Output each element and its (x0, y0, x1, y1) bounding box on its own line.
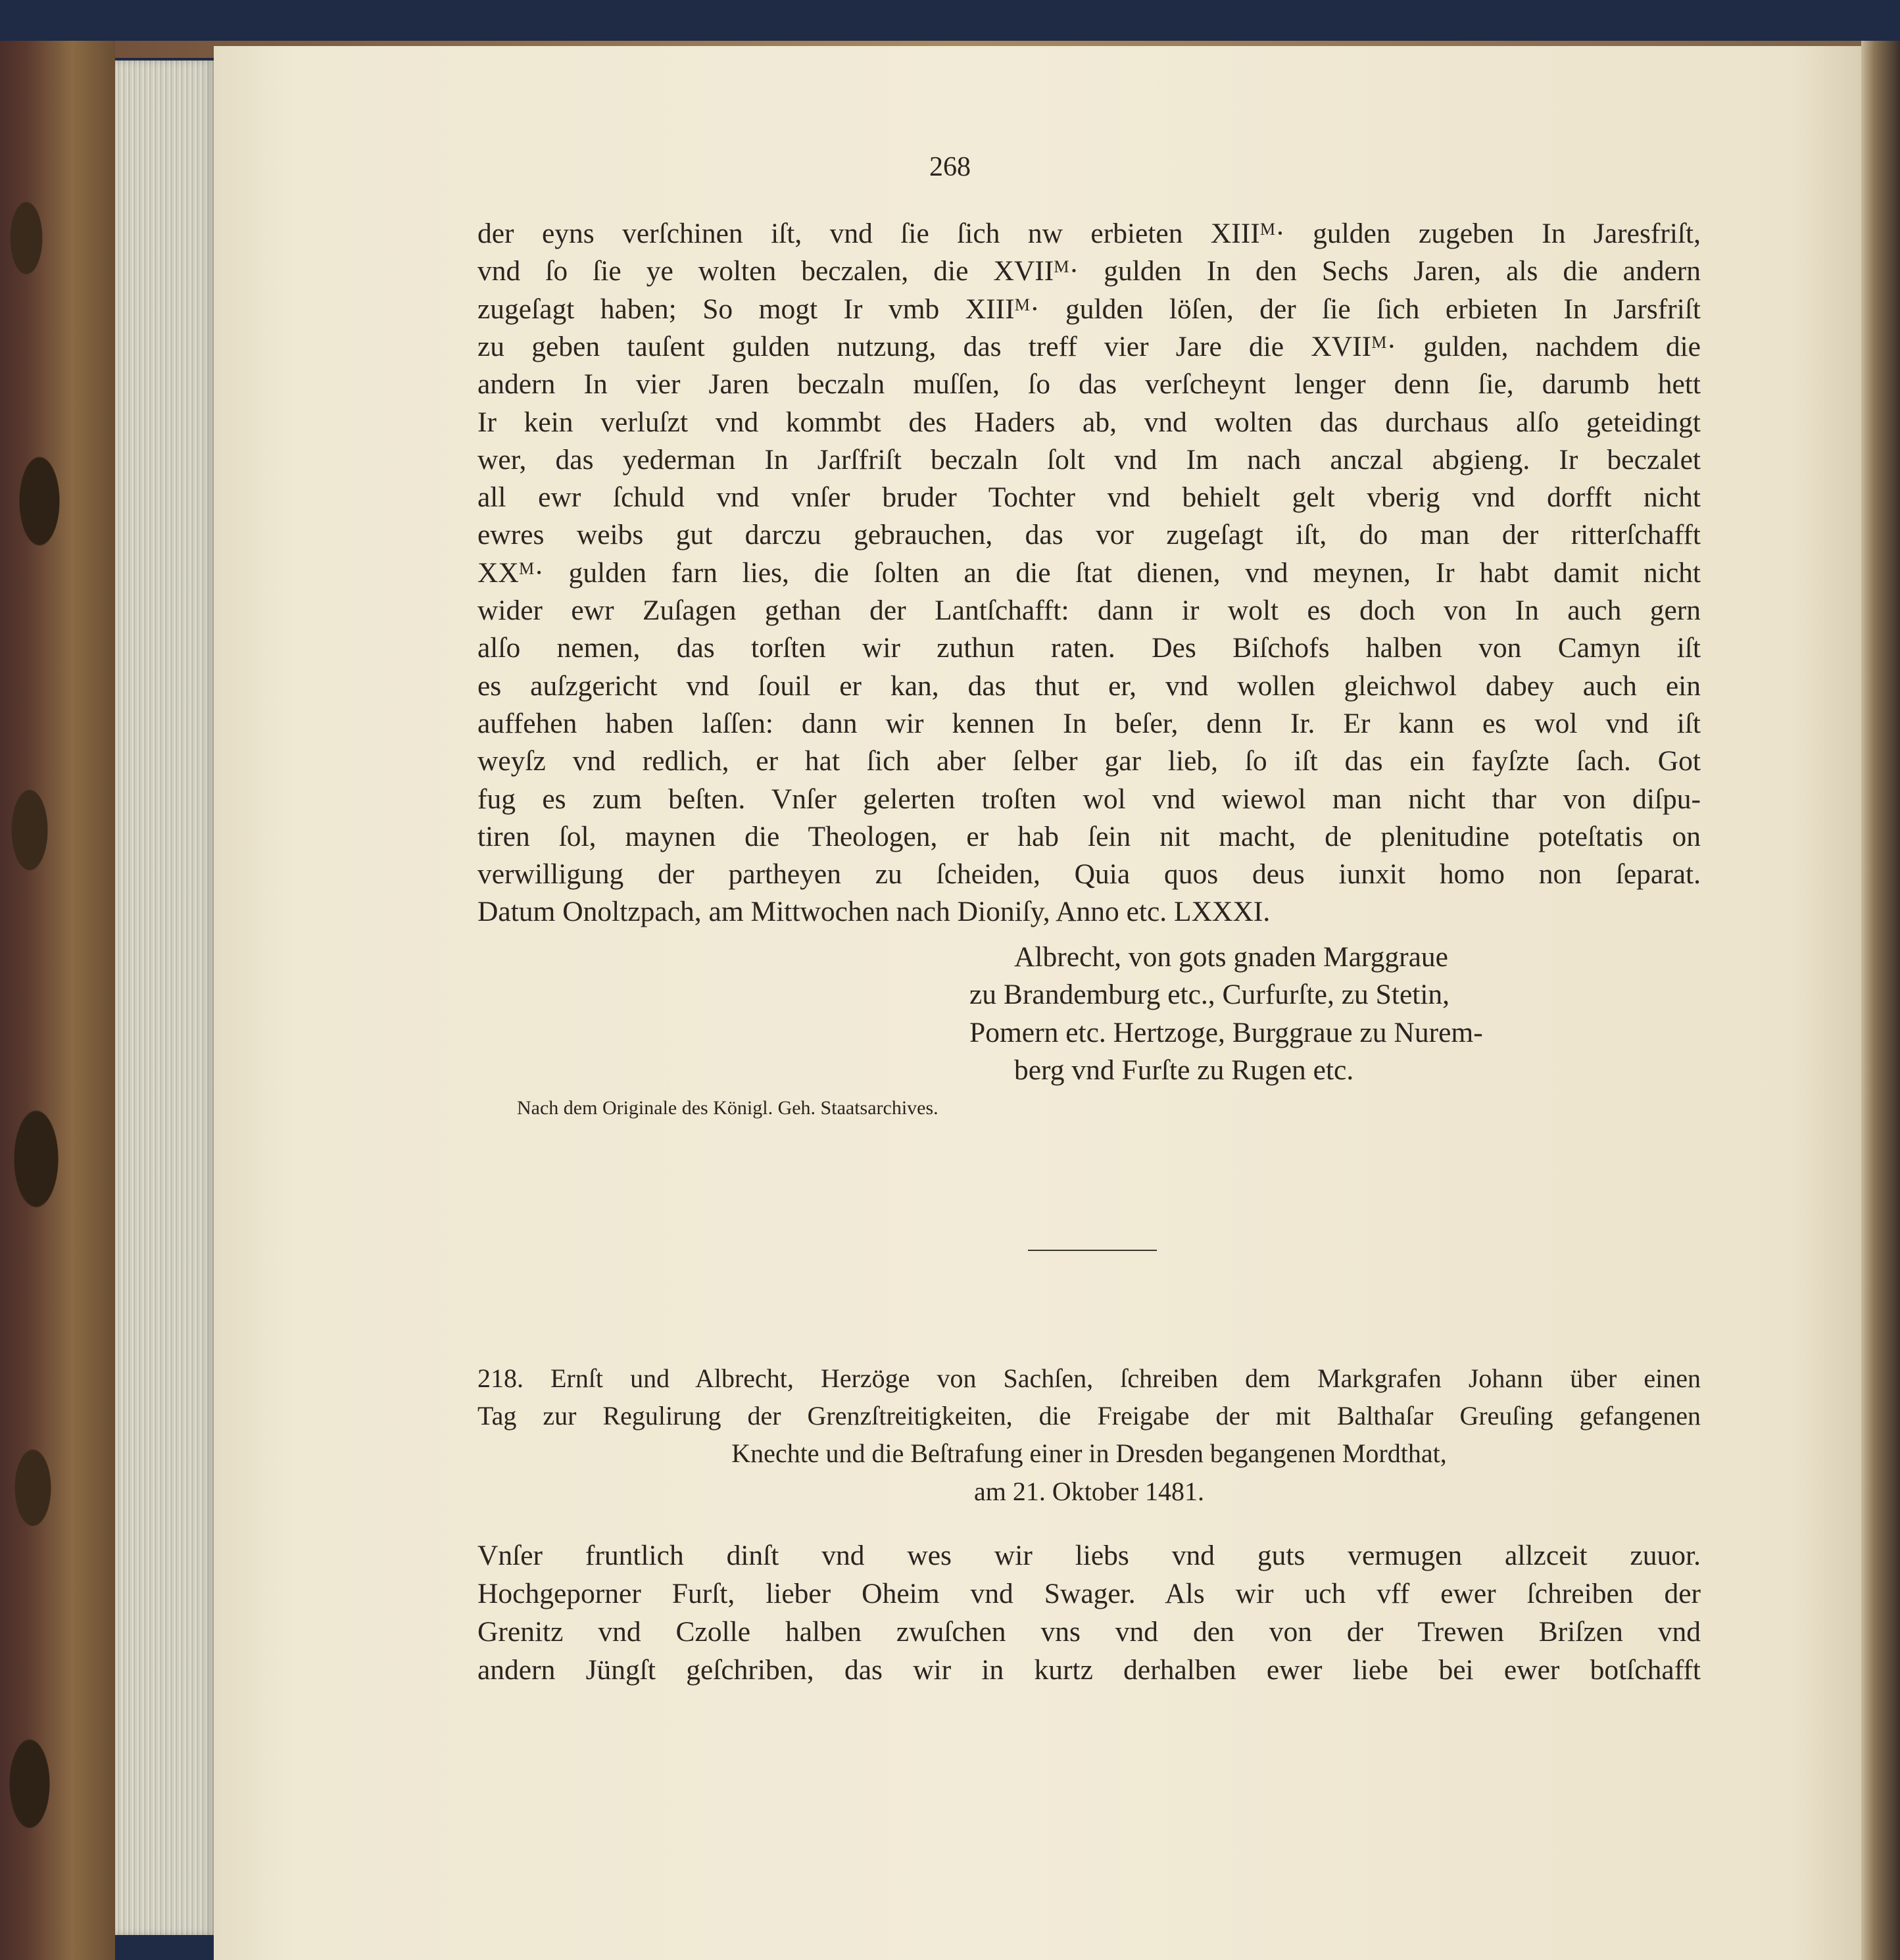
heading-line: 218. Ernſt und Albrecht, Herzöge von Sachſen, ſchreiben dem Markgrafen Johann über einen (477, 1363, 1701, 1393)
heading-line: Knechte und die Beſtrafung einer in Dresden begangenen Mordthat, (731, 1438, 1447, 1469)
section-divider (1028, 1250, 1157, 1251)
letter-line: Ir kein verluſzt vnd kommbt des Haders ab, vnd wolten das durchaus alſo geteidingt (477, 406, 1701, 438)
signature-line: zu Brandemburg etc., Curfurſte, zu Stetin, (969, 979, 1450, 1011)
letter-line: weyſz vnd redlich, er hat ſich aber ſelber gar lieb, ſo iſt das ein fayſzte ſach. Got (477, 745, 1701, 777)
letter2-line: Grenitz vnd Czolle halben zwuſchen vns vnd den von der Trewen Briſzen vnd (477, 1616, 1701, 1648)
letter-line: vnd ſo ſie ye wolten beczalen, die XVIIᴹ· gulden In den Sechs Jaren, als die andern (477, 255, 1701, 287)
signature-line: Albrecht, von gots gnaden Marggraue (1014, 941, 1448, 973)
letter-line: alſo nemen, das torſten wir zuthun raten. Des Biſchofs halben von Camyn iſt (477, 632, 1701, 664)
letter-line: andern In vier Jaren beczaln muſſen, ſo das verſcheynt lenger denn ſie, darumb hett (477, 368, 1701, 401)
letter-line: fug es zum beſten. Vnſer gelerten troſten wol vnd wiewol man nicht thar von diſpu- (477, 783, 1701, 815)
letter2-line: andern Jüngſt geſchriben, das wir in kurtz derhalben ewer liebe bei ewer botſchafft (477, 1654, 1701, 1686)
letter-line: auffehen haben laſſen: dann wir kennen In beſer, denn Ir. Er kann es wol vnd iſt (477, 707, 1701, 739)
page-number: 268 (929, 152, 971, 182)
letter-line: es auſzgericht vnd ſouil er kan, das thut er, vnd wollen gleichwol dabey auch ein (477, 670, 1701, 702)
heading-line: Tag zur Regulirung der Grenzſtreitigkeiten, die Freigabe der mit Balthaſar Greuſing gefangenen (477, 1401, 1701, 1431)
letter-line: wer, das yederman In Jarſfriſt beczaln ſolt vnd Im nach anczal abgieng. Ir beczalet (477, 443, 1701, 476)
source-note: Nach dem Originale des Königl. Geh. Staatsarchives. (517, 1097, 938, 1119)
letter-line: der eyns verſchinen iſt, vnd ſie ſich nw erbieten XIIIᴹ· gulden zugeben In Jaresfriſt, (477, 218, 1701, 249)
letter-line: Datum Onoltzpach, am Mittwochen nach Dioniſy, Anno etc. LXXXI. (477, 896, 1271, 928)
letter-line: zugeſagt haben; So mogt Ir vmb XIIIᴹ· gulden löſen, der ſie ſich erbieten In Jarsfriſt (477, 293, 1701, 325)
letter-line: tiren ſol, maynen die Theologen, er hab ſein nit macht, de plenitudine poteſtatis on (477, 820, 1701, 852)
letter2-line: Vnſer fruntlich dinſt vnd wes wir liebs vnd guts vermugen allzceit zuuor. (477, 1540, 1701, 1571)
letter-line: zu geben tauſent gulden nutzung, das treff vier Jare die XVIIᴹ· gulden, nachdem die (477, 330, 1701, 362)
signature-line: Pomern etc. Hertzoge, Burggraue zu Nurem- (969, 1016, 1483, 1048)
letter-line: wider ewr Zuſagen gethan der Lantſchafft: dann ir wolt es doch von In auch gern (477, 595, 1701, 626)
letter-line: all ewr ſchuld vnd vnſer bruder Tochter vnd behielt gelt vberig vnd dorfft nicht (477, 481, 1701, 514)
letter-line: ewres weibs gut darczu gebrauchen, das vor zugeſagt iſt, do man der ritterſchafft (477, 519, 1701, 551)
letter-line: verwilligung der partheyen zu ſcheiden, Quia quos deus iunxit homo non ſeparat. (477, 858, 1701, 891)
letter-line: XXᴹ· gulden farn lies, die ſolten an die ſtat dienen, vnd meynen, Ir habt damit nicht (477, 556, 1701, 589)
signature-line: berg vnd Furſte zu Rugen etc. (1014, 1054, 1354, 1086)
heading-line: am 21. Oktober 1481. (974, 1476, 1204, 1506)
letter2-line: Hochgeporner Furſt, lieber Oheim vnd Swager. Als wir uch vff ewer ſchreiben der (477, 1578, 1701, 1609)
